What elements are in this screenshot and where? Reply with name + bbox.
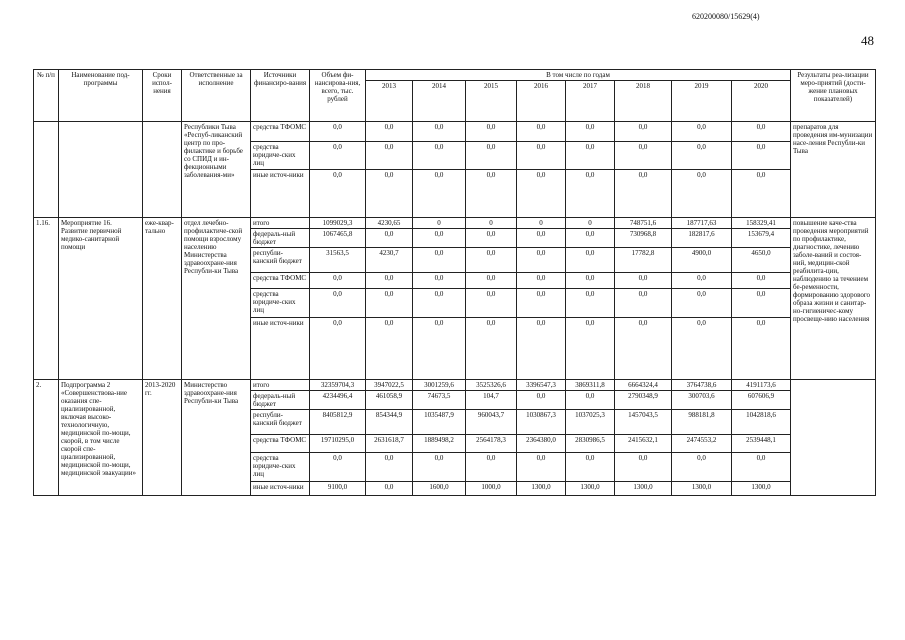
year-value: 0,0 <box>366 122 413 142</box>
funding-total: 0,0 <box>310 318 366 380</box>
year-value: 0,0 <box>672 289 732 318</box>
year-value: 0,0 <box>517 318 566 380</box>
year-value: 1300,0 <box>517 482 566 496</box>
year-value: 0,0 <box>615 142 672 170</box>
header-num: № п/п <box>34 70 59 122</box>
year-value: 0,0 <box>413 170 466 218</box>
year-value: 0,0 <box>413 248 466 273</box>
funding-source: итого <box>251 380 310 391</box>
year-value: 0,0 <box>732 273 791 289</box>
year-value: 0 <box>466 218 517 229</box>
year-value: 2539448,1 <box>732 435 791 453</box>
year-value: 3947022,5 <box>366 380 413 391</box>
year-value: 104,7 <box>466 391 517 410</box>
year-value: 0,0 <box>615 170 672 218</box>
year-value: 0,0 <box>672 142 732 170</box>
year-value: 0,0 <box>517 142 566 170</box>
year-value: 0,0 <box>615 273 672 289</box>
year-value: 0,0 <box>517 289 566 318</box>
year-value: 1042818,6 <box>732 410 791 435</box>
funding-source: средства ТФОМС <box>251 273 310 289</box>
year-value: 0,0 <box>413 453 466 482</box>
year-value: 0,0 <box>366 318 413 380</box>
funding-total: 31563,5 <box>310 248 366 273</box>
table-row <box>34 122 876 142</box>
year-value: 2364380,0 <box>517 435 566 453</box>
header-name: Наименование под-программы <box>59 70 143 122</box>
funding-source: средства юридиче-ских лиц <box>251 289 310 318</box>
year-value: 0,0 <box>413 142 466 170</box>
year-value: 0,0 <box>366 229 413 248</box>
header-results: Результаты реа-лизации меро-приятий (дости-жение плановых показателей) <box>791 70 876 122</box>
subprogram-name: Мероприятие 16. Развитие первичной медико-санитарной помощи <box>59 218 143 380</box>
subprogram-name <box>59 122 143 218</box>
year-value: 153679,4 <box>732 229 791 248</box>
year-value: 0,0 <box>366 273 413 289</box>
year-value: 0,0 <box>466 229 517 248</box>
year-value: 17782,8 <box>615 248 672 273</box>
year-value: 1300,0 <box>672 482 732 496</box>
year-value: 1300,0 <box>566 482 615 496</box>
year-value: 4650,0 <box>732 248 791 273</box>
page-number: 48 <box>861 33 874 48</box>
year-value: 300703,6 <box>672 391 732 410</box>
year-value: 182817,6 <box>672 229 732 248</box>
year-value: 854344,9 <box>366 410 413 435</box>
funding-source: итого <box>251 218 310 229</box>
year-value: 0,0 <box>672 122 732 142</box>
header-term: Сроки испол-нения <box>143 70 182 122</box>
responsible-party: Министерство здравоохране-ния Республи-ки Тыва <box>182 380 251 496</box>
year-header: 2013 <box>366 81 413 122</box>
year-value: 0,0 <box>566 170 615 218</box>
year-value: 0,0 <box>466 289 517 318</box>
responsible-party: отдел лечебно-профилактиче-ской помощи взрослому населению Министерства здравоохране-ния Республи-ки Тыва <box>182 218 251 380</box>
funding-total: 19710295,0 <box>310 435 366 453</box>
year-header: 2019 <box>672 81 732 122</box>
year-value: 0,0 <box>366 482 413 496</box>
year-value: 0,0 <box>732 318 791 380</box>
year-value: 1300,0 <box>615 482 672 496</box>
document-id: 620200080/15629(4) <box>692 12 760 21</box>
funding-total: 4234496,4 <box>310 391 366 410</box>
year-value: 0,0 <box>566 391 615 410</box>
year-value: 0 <box>517 218 566 229</box>
year-value: 0,0 <box>466 170 517 218</box>
year-value: 4230,7 <box>366 248 413 273</box>
funding-total: 1067465,8 <box>310 229 366 248</box>
year-value: 0,0 <box>517 122 566 142</box>
header-total: Объем фи-нансирова-ния, всего, тыс. рублей <box>310 70 366 122</box>
year-value: 1037025,3 <box>566 410 615 435</box>
year-value: 74673,5 <box>413 391 466 410</box>
year-value: 3396547,3 <box>517 380 566 391</box>
year-value: 2474553,2 <box>672 435 732 453</box>
year-value: 2790348,9 <box>615 391 672 410</box>
year-header: 2018 <box>615 81 672 122</box>
funding-source: средства ТФОМС <box>251 435 310 453</box>
funding-source: республи-канский бюджет <box>251 248 310 273</box>
year-value: 0,0 <box>615 289 672 318</box>
year-value: 1457043,5 <box>615 410 672 435</box>
year-value: 0,0 <box>732 122 791 142</box>
funding-total: 0,0 <box>310 273 366 289</box>
funding-total: 0,0 <box>310 289 366 318</box>
execution-term: 2013-2020 гг. <box>143 380 182 496</box>
year-value: 2564178,3 <box>466 435 517 453</box>
year-value: 988181,8 <box>672 410 732 435</box>
year-value: 0,0 <box>466 273 517 289</box>
year-value: 0,0 <box>517 170 566 218</box>
header-by-years: В том числе по годам <box>366 70 791 81</box>
funding-total: 0,0 <box>310 142 366 170</box>
year-value: 1000,0 <box>466 482 517 496</box>
year-value: 0,0 <box>566 248 615 273</box>
funding-source: средства ТФОМС <box>251 122 310 142</box>
year-value: 0,0 <box>366 453 413 482</box>
subprogram-name: Подпрограмма 2 «Совершенствова-ние оказания спе-циализированной, включая высоко-технологичную, медицинской по-мощи, скорой, в том числе скорой спе-циализированной, медицинской по-мощи, медицинской эвакуации» <box>59 380 143 496</box>
year-value: 2415632,1 <box>615 435 672 453</box>
year-value: 0,0 <box>366 142 413 170</box>
year-value: 0,0 <box>566 318 615 380</box>
year-value: 0,0 <box>732 453 791 482</box>
year-value: 158329,41 <box>732 218 791 229</box>
funding-source: федераль-ный бюджет <box>251 391 310 410</box>
row-number <box>34 122 59 218</box>
year-value: 0,0 <box>366 289 413 318</box>
year-value: 0,0 <box>517 273 566 289</box>
funding-source: иные источ-ники <box>251 318 310 380</box>
year-value: 0,0 <box>466 318 517 380</box>
year-value: 0,0 <box>615 453 672 482</box>
funding-source: федераль-ный бюджет <box>251 229 310 248</box>
year-value: 0,0 <box>615 122 672 142</box>
year-header: 2014 <box>413 81 466 122</box>
year-value: 0,0 <box>413 289 466 318</box>
year-value: 0 <box>566 218 615 229</box>
funding-total: 0,0 <box>310 453 366 482</box>
year-value: 0,0 <box>732 289 791 318</box>
year-value: 748751,6 <box>615 218 672 229</box>
header-row <box>34 70 876 81</box>
results-text: препаратов для проведения им-мунизации насе-ления Республи-ки Тыва <box>791 122 876 218</box>
table-row <box>34 218 876 229</box>
year-value: 0,0 <box>672 170 732 218</box>
results-text: повышение каче-ства проведения мероприятий по профилактике, диагностике, лечению заболе-ваний и состоя-ний, медицин-ской реабилита-ции, наблюдению за течением бе-ременности, формированию здорового образа жизни и санитар-но-гигиеничес-кому просвеще-нию населения <box>791 218 876 380</box>
year-value: 1600,0 <box>413 482 466 496</box>
year-value: 0,0 <box>672 453 732 482</box>
results-text <box>791 380 876 496</box>
funding-total: 9100,0 <box>310 482 366 496</box>
year-value: 187717,63 <box>672 218 732 229</box>
year-value: 0,0 <box>466 142 517 170</box>
year-value: 730968,8 <box>615 229 672 248</box>
year-value: 0,0 <box>615 318 672 380</box>
year-value: 2830986,5 <box>566 435 615 453</box>
table-row <box>34 380 876 391</box>
header-sources: Источники финансиро-вания <box>251 70 310 122</box>
year-value: 0,0 <box>366 170 413 218</box>
year-header: 2015 <box>466 81 517 122</box>
year-value: 0,0 <box>566 142 615 170</box>
table-body <box>34 122 876 496</box>
year-value: 2631618,7 <box>366 435 413 453</box>
funding-source: иные источ-ники <box>251 482 310 496</box>
financing-table <box>33 69 876 496</box>
execution-term: еже-квар-тально <box>143 218 182 380</box>
year-value: 1300,0 <box>732 482 791 496</box>
year-value: 461058,9 <box>366 391 413 410</box>
year-value: 0 <box>413 218 466 229</box>
year-header: 2020 <box>732 81 791 122</box>
funding-source: иные источ-ники <box>251 170 310 218</box>
year-header: 2016 <box>517 81 566 122</box>
year-value: 3001259,6 <box>413 380 466 391</box>
year-value: 1035487,9 <box>413 410 466 435</box>
year-header: 2017 <box>566 81 615 122</box>
funding-source: республи-канский бюджет <box>251 410 310 435</box>
year-value: 0,0 <box>466 248 517 273</box>
year-value: 0,0 <box>413 122 466 142</box>
year-value: 0,0 <box>413 318 466 380</box>
year-value: 4230,65 <box>366 218 413 229</box>
year-value: 0,0 <box>413 273 466 289</box>
funding-total: 0,0 <box>310 170 366 218</box>
year-value: 4900,0 <box>672 248 732 273</box>
year-value: 960043,7 <box>466 410 517 435</box>
year-value: 3525326,6 <box>466 380 517 391</box>
year-value: 0,0 <box>517 391 566 410</box>
year-value: 0,0 <box>566 229 615 248</box>
execution-term <box>143 122 182 218</box>
year-value: 3869311,8 <box>566 380 615 391</box>
year-value: 607606,9 <box>732 391 791 410</box>
year-value: 4191173,6 <box>732 380 791 391</box>
year-value: 0,0 <box>466 122 517 142</box>
year-value: 0,0 <box>566 289 615 318</box>
year-value: 0,0 <box>672 318 732 380</box>
year-value: 6664324,4 <box>615 380 672 391</box>
funding-source: средства юридиче-ских лиц <box>251 142 310 170</box>
row-number: 1.16. <box>34 218 59 380</box>
year-value: 3764738,6 <box>672 380 732 391</box>
year-value: 0,0 <box>732 170 791 218</box>
year-value: 1030867,3 <box>517 410 566 435</box>
funding-total: 32359704,3 <box>310 380 366 391</box>
funding-total: 1099029,3 <box>310 218 366 229</box>
year-value: 0,0 <box>566 453 615 482</box>
year-value: 0,0 <box>732 142 791 170</box>
header-responsible: Ответственные за исполнение <box>182 70 251 122</box>
year-value: 1889498,2 <box>413 435 466 453</box>
year-value: 0,0 <box>566 122 615 142</box>
year-value: 0,0 <box>413 229 466 248</box>
year-value: 0,0 <box>517 229 566 248</box>
funding-source: средства юридиче-ских лиц <box>251 453 310 482</box>
year-value: 0,0 <box>517 453 566 482</box>
year-value: 0,0 <box>466 453 517 482</box>
funding-total: 0,0 <box>310 122 366 142</box>
year-value: 0,0 <box>517 248 566 273</box>
year-value: 0,0 <box>566 273 615 289</box>
responsible-party: Республики Тыва «Респуб-ликанский центр по про-филактике и борьбе со СПИД и ин-фекционными заболевания-ми» <box>182 122 251 218</box>
row-number: 2. <box>34 380 59 496</box>
year-value: 0,0 <box>672 273 732 289</box>
funding-total: 8405812,9 <box>310 410 366 435</box>
